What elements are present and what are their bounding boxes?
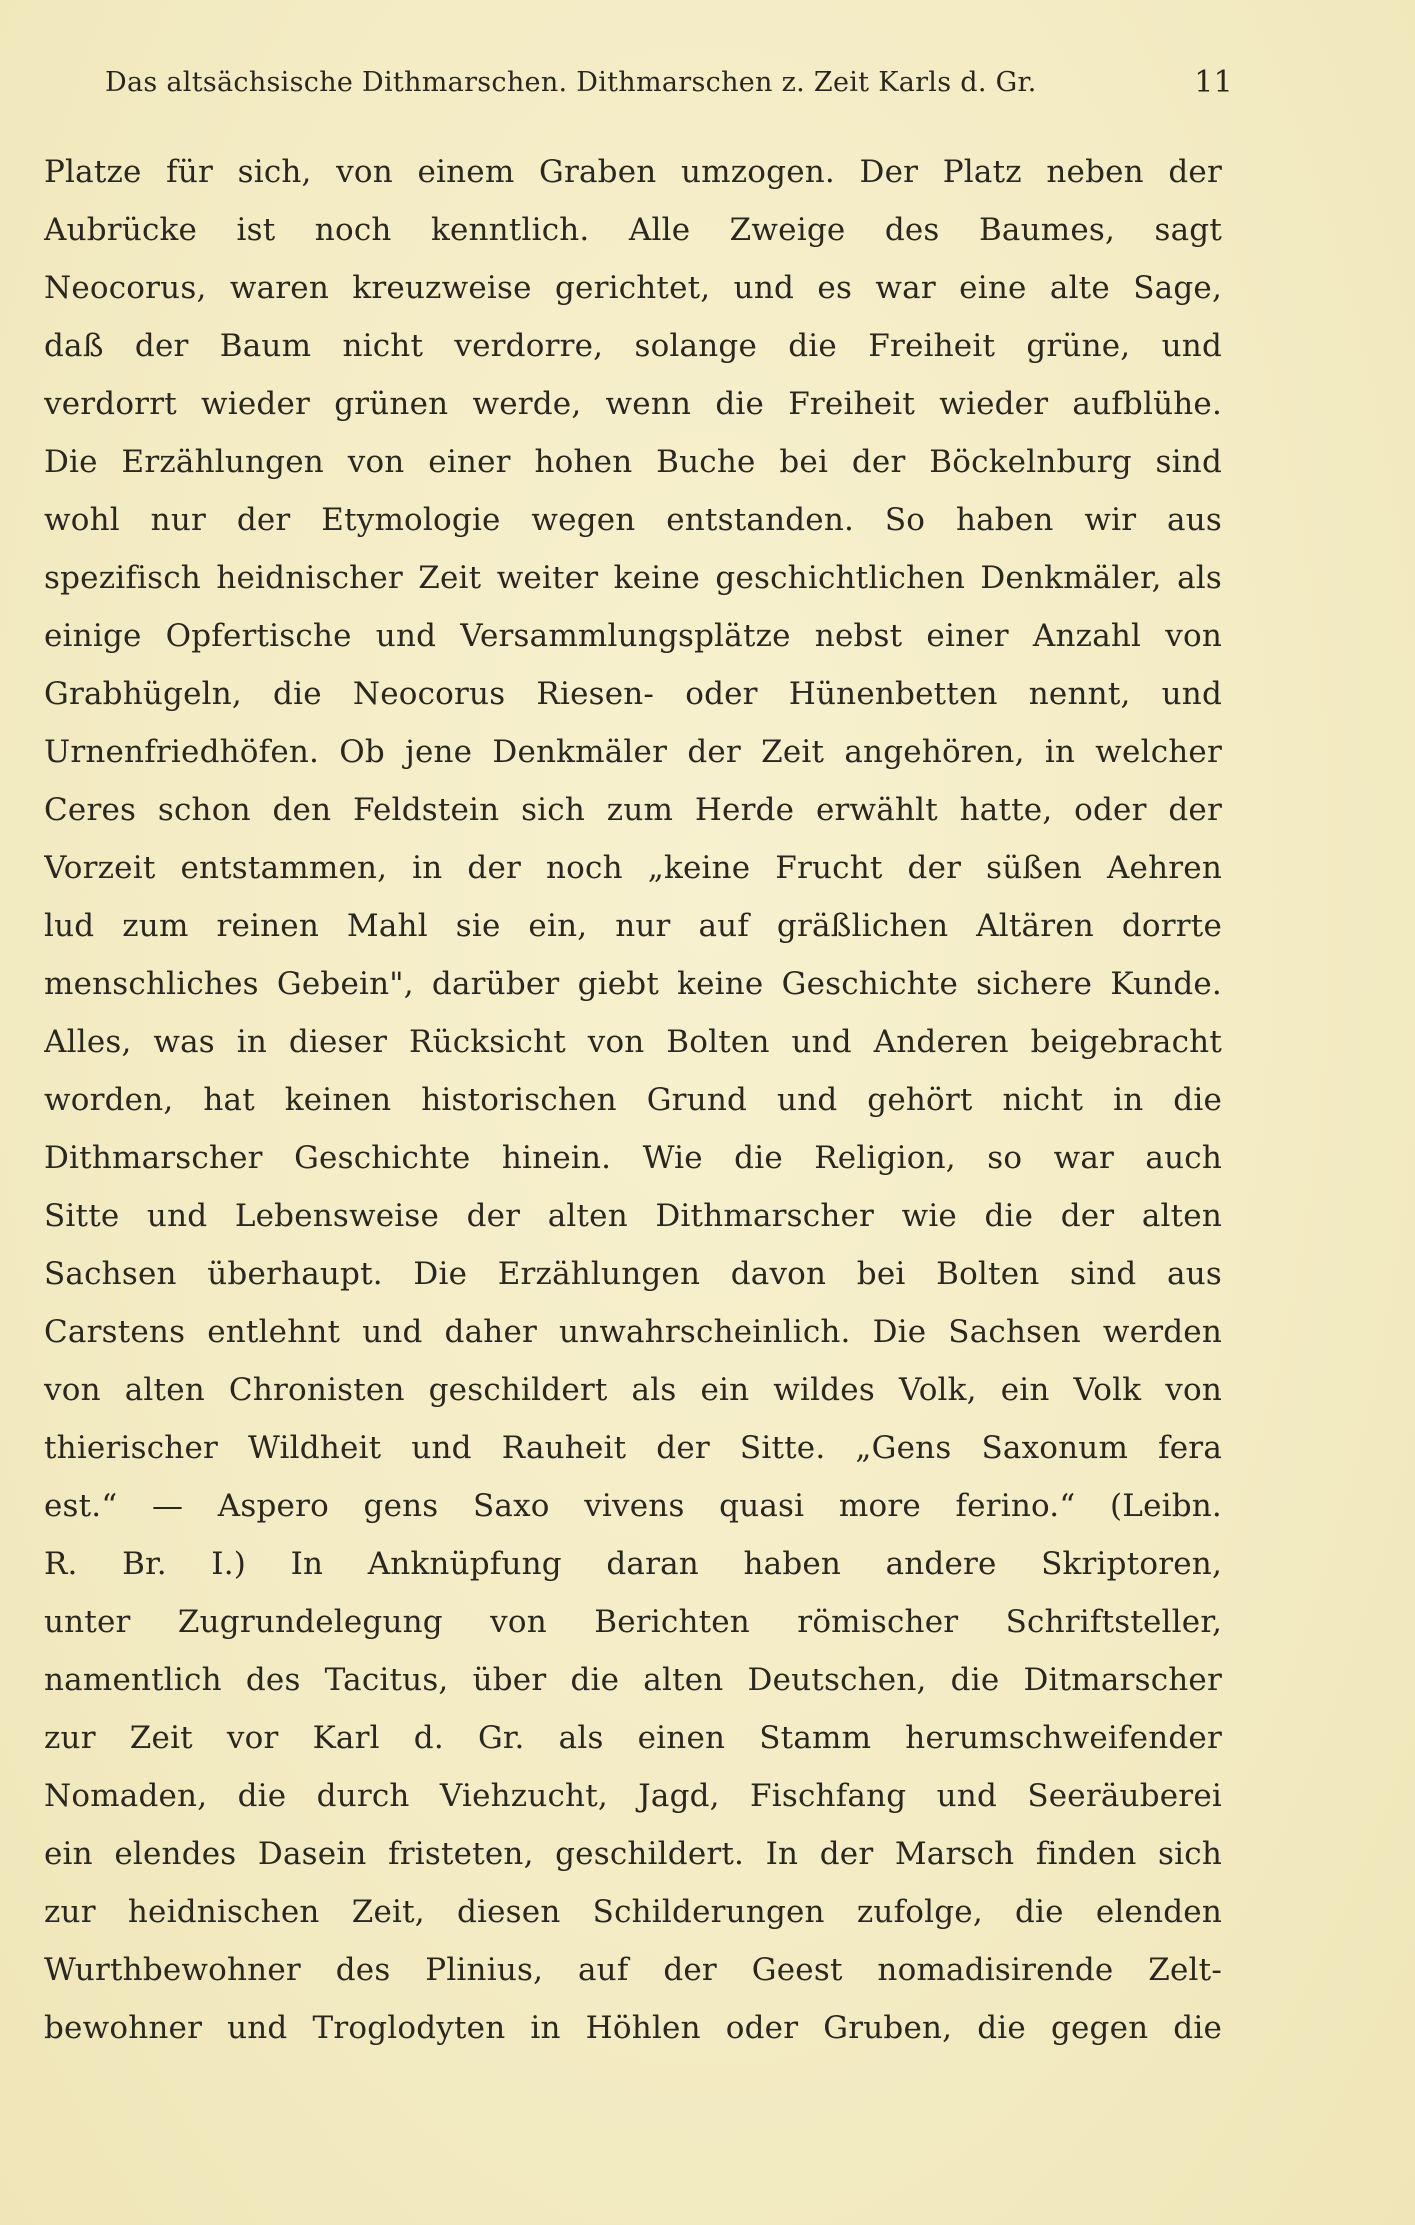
text-line: worden, hat keinen historischen Grund und gehört nicht in die	[44, 1082, 1222, 1118]
text-line: menschliches Gebein", darüber giebt keine Geschichte sichere Kunde.	[44, 966, 1222, 1002]
text-line: zur heidnischen Zeit, diesen Schilderungen zufolge, die elenden	[44, 1894, 1222, 1930]
text-line: Grabhügeln, die Neocorus Riesen- oder Hünenbetten nennt, und	[44, 676, 1222, 712]
text-line: spezifisch heidnischer Zeit weiter keine geschichtlichen Denkmäler, als	[44, 560, 1222, 596]
text-line: einige Opfertische und Versammlungsplätze nebst einer Anzahl von	[44, 618, 1222, 654]
text-line: wohl nur der Etymologie wegen entstanden. So haben wir aus	[44, 502, 1222, 538]
text-line: Die Erzählungen von einer hohen Buche bei der Böckelnburg sind	[44, 444, 1222, 480]
text-line: Wurthbewohner des Plinius, auf der Geest nomadisirende Zelt-	[44, 1952, 1222, 1988]
text-line: Alles, was in dieser Rücksicht von Bolten und Anderen beigebracht	[44, 1024, 1222, 1060]
text-line: Urnenfriedhöfen. Ob jene Denkmäler der Zeit angehören, in welcher	[44, 734, 1222, 770]
text-line: lud zum reinen Mahl sie ein, nur auf gräßlichen Altären dorrte	[44, 908, 1222, 944]
text-line: est.“ — Aspero gens Saxo vivens quasi more ferino.“ (Leibn.	[44, 1488, 1222, 1524]
text-line: Sitte und Lebensweise der alten Dithmarscher wie die der alten	[44, 1198, 1222, 1234]
text-line: Sachsen überhaupt. Die Erzählungen davon bei Bolten sind aus	[44, 1256, 1222, 1292]
text-line: R. Br. I.) In Anknüpfung daran haben andere Skriptoren,	[44, 1546, 1222, 1582]
text-line: daß der Baum nicht verdorre, solange die Freiheit grüne, und	[44, 328, 1222, 364]
body-text	[44, 143, 1222, 2057]
text-line: Vorzeit entstammen, in der noch „keine Frucht der süßen Aehren	[44, 850, 1222, 886]
text-line: Aubrücke ist noch kenntlich. Alle Zweige des Baumes, sagt	[44, 212, 1222, 248]
text-line: bewohner und Troglodyten in Höhlen oder Gruben, die gegen die	[44, 2010, 1222, 2046]
text-line: Neocorus, waren kreuzweise gerichtet, und es war eine alte Sage,	[44, 270, 1222, 306]
text-line: namentlich des Tacitus, über die alten Deutschen, die Ditmarscher	[44, 1662, 1222, 1698]
text-line: thierischer Wildheit und Rauheit der Sitte. „Gens Saxonum fera	[44, 1430, 1222, 1466]
text-line: von alten Chronisten geschildert als ein wildes Volk, ein Volk von	[44, 1372, 1222, 1408]
running-title: Das altsächsische Dithmarschen. Dithmarschen z. Zeit Karls d. Gr.	[105, 67, 1037, 98]
text-line: zur Zeit vor Karl d. Gr. als einen Stamm herumschweifender	[44, 1720, 1222, 1756]
text-line: ein elendes Dasein fristeten, geschildert. In der Marsch finden sich	[44, 1836, 1222, 1872]
text-line: Platze für sich, von einem Graben umzogen. Der Platz neben der	[44, 154, 1222, 190]
text-line: unter Zugrundelegung von Berichten römischer Schriftsteller,	[44, 1604, 1222, 1640]
text-line: Nomaden, die durch Viehzucht, Jagd, Fischfang und Seeräuberei	[44, 1778, 1222, 1814]
text-line: Carstens entlehnt und daher unwahrscheinlich. Die Sachsen werden	[44, 1314, 1222, 1350]
running-head	[105, 58, 1233, 108]
text-line: Dithmarscher Geschichte hinein. Wie die Religion, so war auch	[44, 1140, 1222, 1176]
text-line: verdorrt wieder grünen werde, wenn die Freiheit wieder aufblühe.	[44, 386, 1222, 422]
text-line: Ceres schon den Feldstein sich zum Herde erwählt hatte, oder der	[44, 792, 1222, 828]
page-number: 11	[1194, 65, 1233, 100]
